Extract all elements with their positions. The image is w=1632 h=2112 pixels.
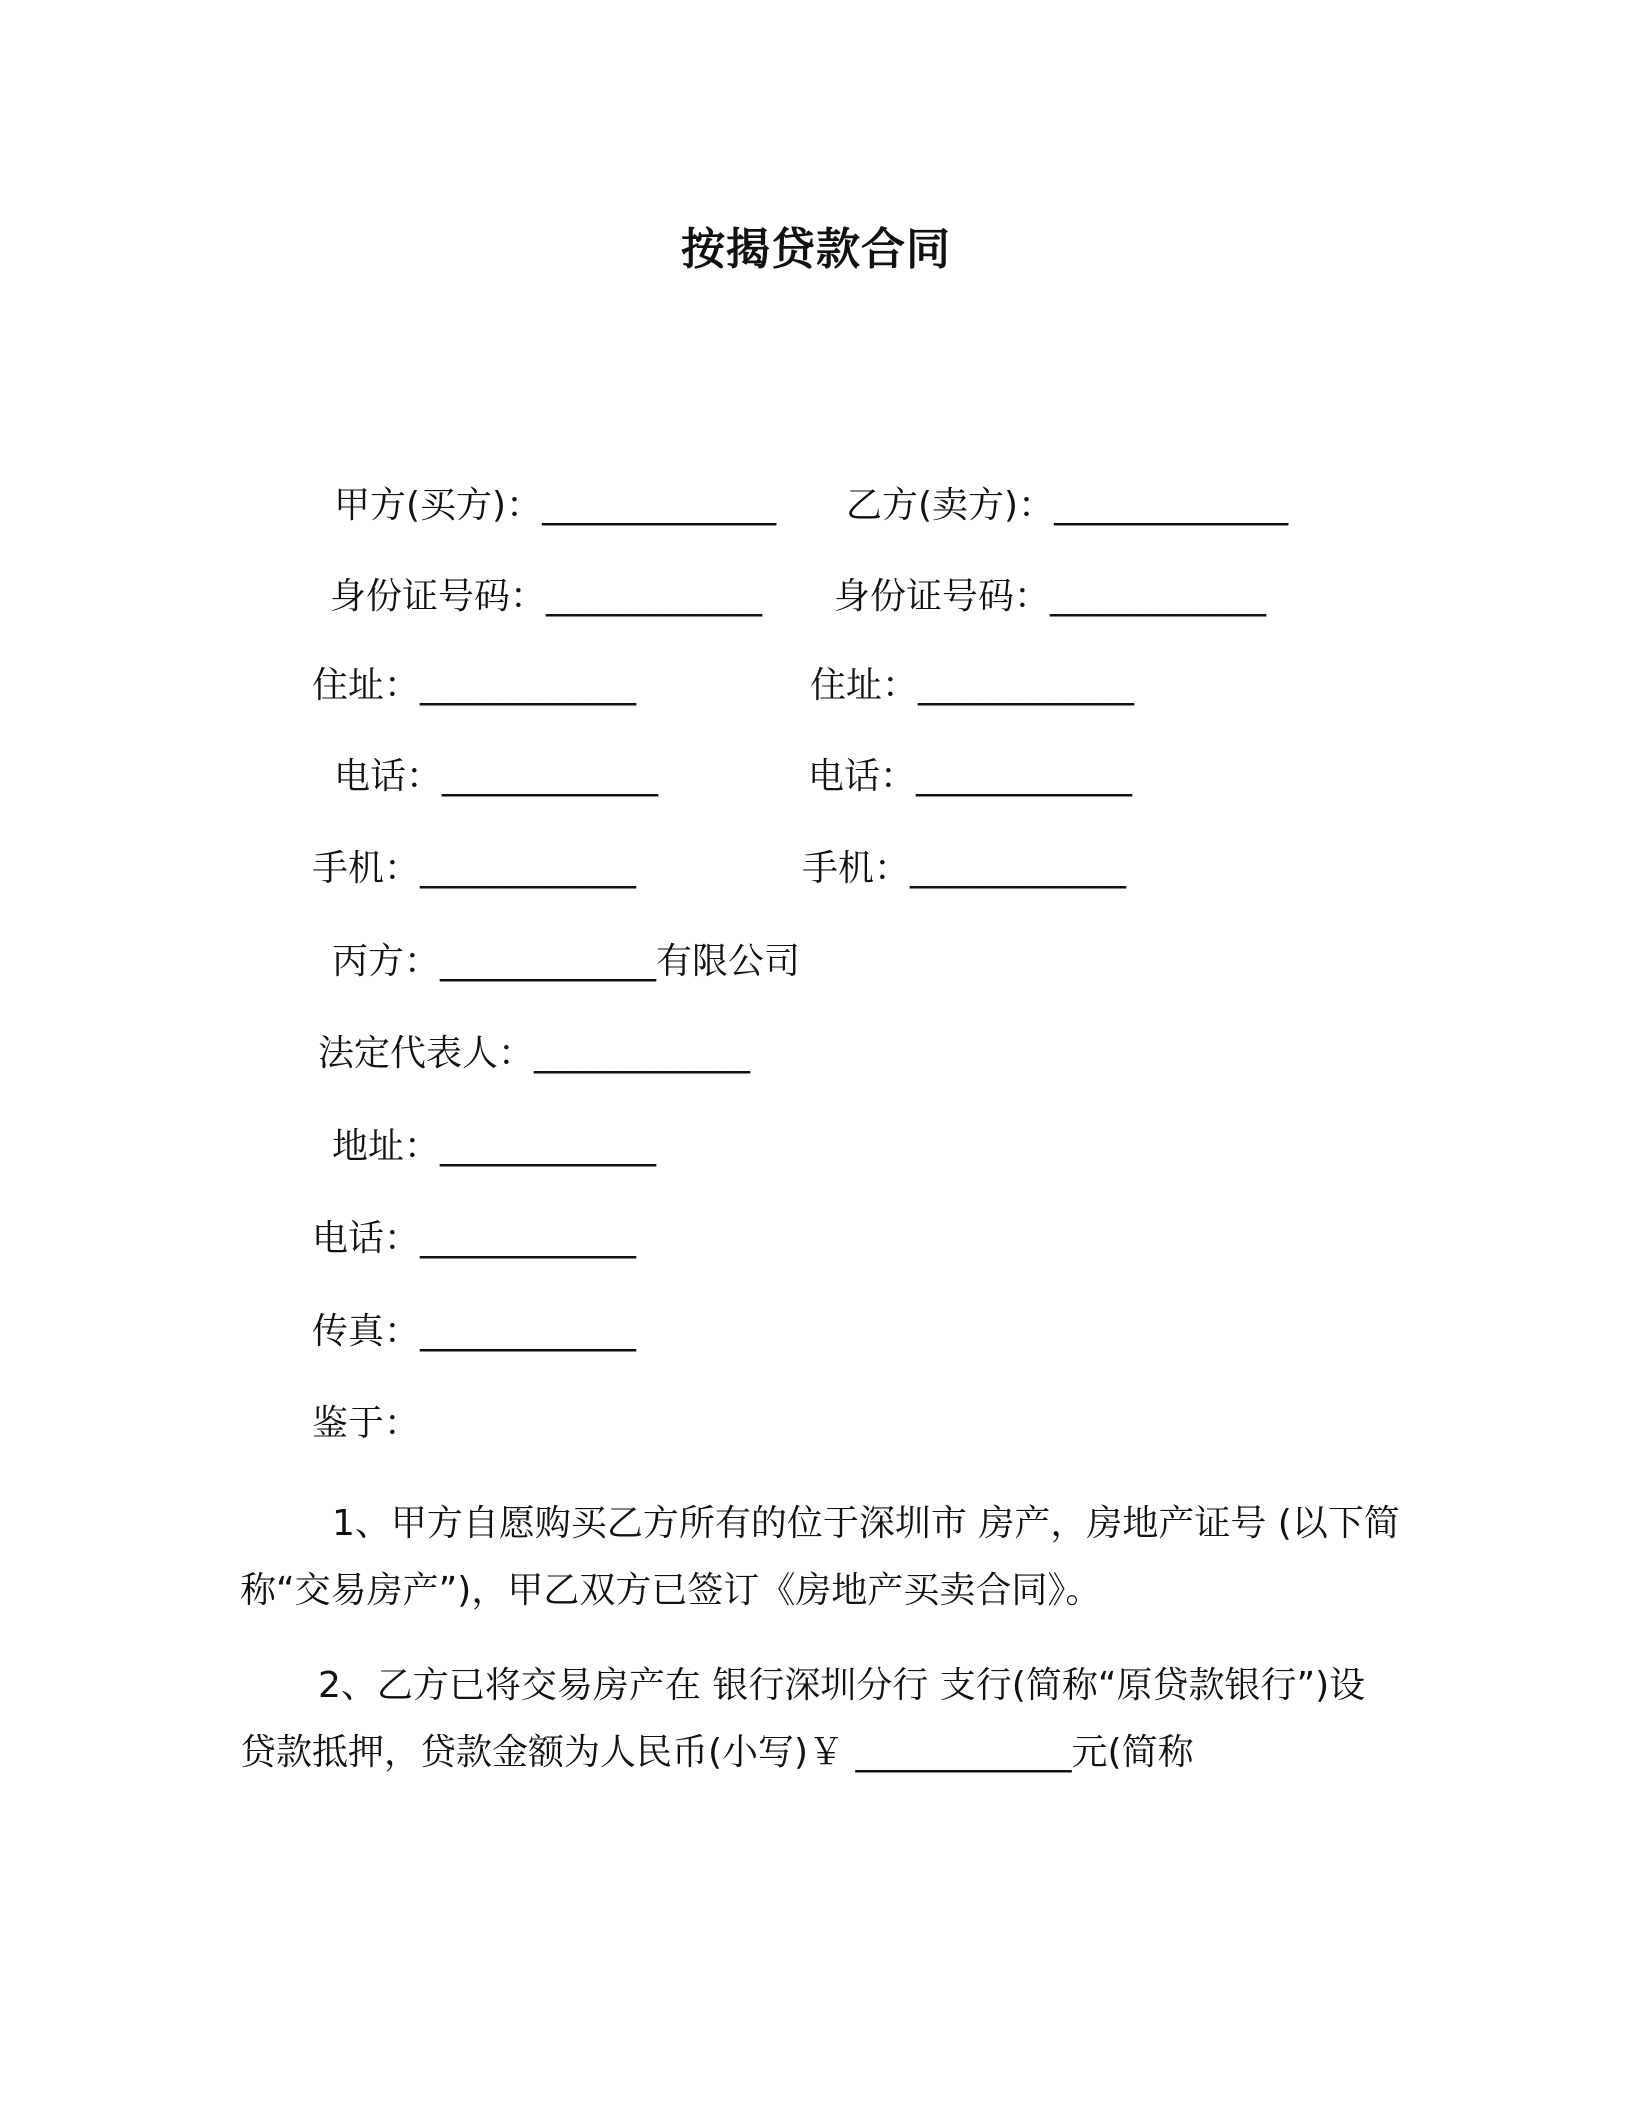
company-address-field: 地址：____________ (332, 1126, 657, 1167)
buyer-id-field: 身份证号码：____________ (330, 576, 763, 617)
company-fax-field: 传真：____________ (312, 1311, 637, 1352)
buyer-field: 甲方(买方)：_____________ (334, 485, 777, 526)
buyer-mobile-field: 手机：____________ (312, 848, 637, 889)
seller-mobile-field: 手机：____________ (802, 848, 1127, 889)
buyer-address-field: 住址：____________ (312, 665, 637, 706)
buyer-phone-field: 电话：____________ (334, 756, 659, 797)
seller-phone-field: 电话：____________ (808, 756, 1133, 797)
whereas-heading: 鉴于： (312, 1403, 421, 1444)
legal-representative-field: 法定代表人：____________ (318, 1033, 751, 1074)
third-party-field: 丙方：____________有限公司 (332, 941, 801, 982)
seller-address-field: 住址：____________ (810, 665, 1135, 706)
company-phone-field: 电话：____________ (312, 1218, 637, 1259)
clause-paragraph-2: 2、乙方已将交易房产在 银行深圳分行 支行(简称“原贷款银行”)设贷款抵押，贷款金额为人民币(小写)￥ ____________元(简称 (240, 1665, 1366, 1773)
clause-paragraph-1: 1、甲方自愿购买乙方所有的位于深圳市 房产，房地产证号 (以下简称“交易房产”)，甲乙双方已签订《房地产买卖合同》。 (240, 1503, 1400, 1611)
seller-field: 乙方(卖方)：_____________ (846, 485, 1289, 526)
seller-id-field: 身份证号码：____________ (834, 576, 1267, 617)
document-title: 按揭贷款合同 (681, 224, 951, 275)
